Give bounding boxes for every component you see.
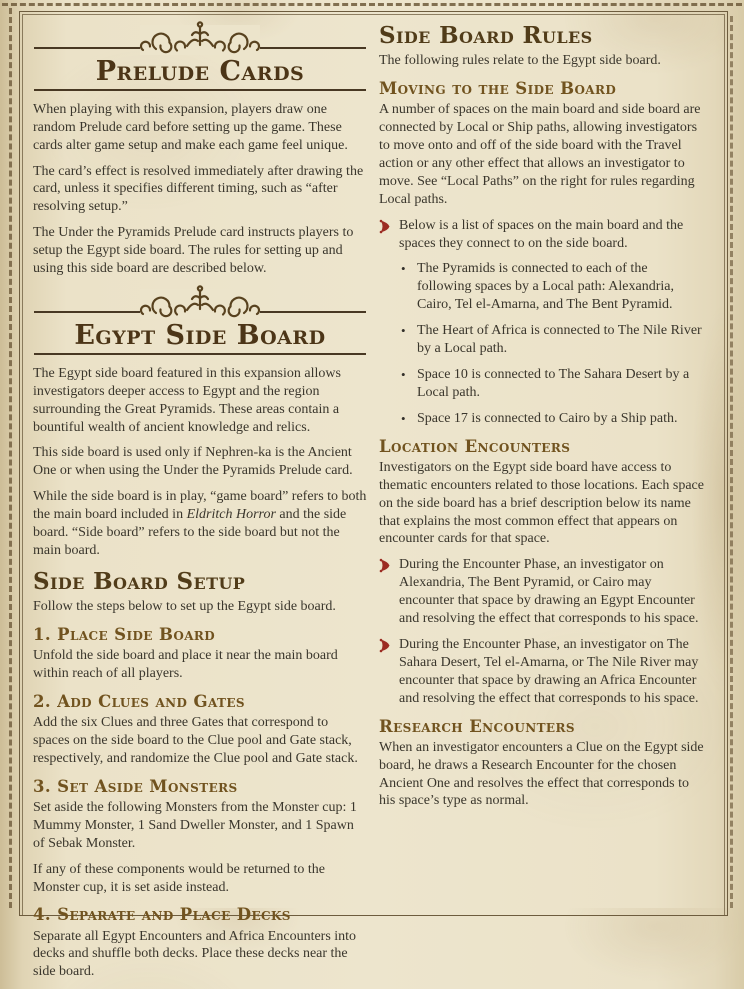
- arrow-list-item: [379, 217, 705, 253]
- research-paragraph: When an investigator encounters a Clue on the Egypt side board, he draws a Research Encounter for the chosen Ancient One and resolves the effect that corresponds to his space’s type as normal.: [379, 739, 704, 809]
- title-rule: [34, 353, 366, 355]
- rules-intro: The following rules relate to the Egypt side board.: [379, 53, 661, 69]
- research-encounters-heading: Research Encounters: [379, 716, 575, 736]
- game-title-italic: Eldritch Horror: [186, 507, 276, 523]
- scroll-flourish-icon: [100, 19, 300, 57]
- step-1-heading: 1. Place Side Board: [33, 624, 216, 644]
- stitched-border-left: [9, 8, 12, 908]
- step-3-heading: 3. Set Aside Monsters: [33, 776, 238, 796]
- step-2-heading: 2. Add Clues and Gates: [33, 691, 245, 711]
- right-column: [379, 24, 705, 818]
- egypt-side-board-title: Egypt Side Board: [74, 320, 326, 351]
- bullet-list-item: [379, 366, 705, 402]
- bullet-list-item: [379, 410, 705, 428]
- arrow-list-item: [379, 556, 705, 628]
- location-encounters-heading: Location Encounters: [379, 436, 571, 456]
- title-rule: [34, 89, 366, 91]
- step-3-paragraph: If any of these components would be returned to the Monster cup, it is set aside instead.: [33, 861, 325, 895]
- dot-bullet-icon: •: [401, 366, 406, 382]
- egypt-paragraph: The Egypt side board featured in this expansion allows investigators deeper access to Egypt and the region surrounding the Great Pyramids. These areas contain a bountiful wealth of ancient knowledge and relics.: [33, 365, 341, 435]
- step-4-paragraph: Separate all Egypt Encounters and Africa Encounters into decks and shuffle both decks. Place these decks near the side board.: [33, 928, 357, 980]
- step-1-paragraph: Unfold the side board and place it near the main board within reach of all players.: [33, 648, 338, 681]
- bullet-item-text: The Pyramids is connected to each of the following spaces by a Local path: Alexandria, Cairo, Tel el-Amarna, and The Bent Pyramid.: [417, 261, 674, 313]
- dot-bullet-icon: •: [401, 323, 406, 339]
- bullet-item-text: Space 17 is connected to Cairo by a Ship path.: [417, 410, 678, 426]
- stitched-border-top: [2, 3, 742, 6]
- step-2-paragraph: Add the six Clues and three Gates that correspond to spaces on the side board to the Clue pool and Gate stack, respectively, and randomize the Clue pool and Gate stack.: [33, 715, 358, 766]
- moving-heading: Moving to the Side Board: [379, 79, 617, 99]
- side-board-rules-heading: Side Board Rules: [379, 22, 593, 49]
- arrow-list-item: [379, 636, 705, 708]
- prelude-title: Prelude Cards: [95, 56, 305, 87]
- step-3-paragraph: Set aside the following Monsters from the Monster cup: 1 Mummy Monster, 1 Sand Dweller Monster, and 1 Spawn of Sebak Monster.: [33, 799, 357, 851]
- egypt-paragraph: [33, 488, 367, 560]
- dot-bullet-icon: •: [401, 410, 406, 426]
- bullet-list-item: [379, 260, 705, 314]
- bullet-item-text: The Heart of Africa is connected to The Nile River by a Local path.: [417, 323, 702, 357]
- prelude-ornament-block: [33, 24, 367, 57]
- egypt-paragraph-post: and the side board. “Side board” refers to the side board but not the main board.: [33, 507, 347, 558]
- arrow-item-text: Below is a list of spaces on the main board and the spaces they connect to on the side board.: [399, 217, 684, 251]
- egypt-paragraph: This side board is used only if Nephren-ka is the Ancient One or when using the Under the Pyramids Prelude card.: [33, 445, 353, 479]
- moving-paragraph: A number of spaces on the main board and side board are connected by Local or Ship paths, allowing investigators to move onto and off of the side board with the Travel action or any other effect that allows an investigator to move. See “Local Paths” on the right for rules regarding Local paths.: [379, 102, 701, 207]
- prelude-paragraph: The Under the Pyramids Prelude card instructs players to setup the Egypt side board. The rules for setting up and using this side board are described below.: [33, 225, 354, 277]
- curled-arrow-icon: [379, 636, 399, 708]
- egypt-paragraph-pre: While the side board is in play, “game board” refers to both the main board included in: [33, 489, 367, 523]
- curled-arrow-icon: [379, 556, 399, 628]
- location-paragraph: Investigators on the Egypt side board have access to thematic encounters related to those locations. Each space on the side board has a brief description below its name that explains the most common effect that appears on encounter cards for that space.: [379, 459, 704, 547]
- step-4-heading: 4. Separate and Place Decks: [33, 905, 291, 925]
- curled-arrow-icon: [379, 217, 399, 253]
- prelude-paragraph: When playing with this expansion, players draw one random Prelude card before setting up the game. These cards alter game setup and make each game feel unique.: [33, 101, 348, 153]
- prelude-paragraph: The card’s effect is resolved immediately after drawing the card, unless it specifies different timing, such as “after resolving setup.”: [33, 163, 364, 215]
- left-column: [33, 24, 367, 989]
- dot-bullet-icon: •: [401, 261, 406, 277]
- setup-intro: Follow the steps below to set up the Egypt side board.: [33, 599, 336, 615]
- bullet-item-text: Space 10 is connected to The Sahara Desert by a Local path.: [417, 366, 690, 400]
- egypt-ornament-block: [33, 288, 367, 321]
- arrow-item-text: During the Encounter Phase, an investigator on Alexandria, The Bent Pyramid, or Cairo may encounter that space by drawing an Egypt Encounter and resolving the effect that corresponds to his space.: [399, 557, 699, 627]
- side-board-setup-heading: Side Board Setup: [33, 567, 246, 595]
- stitched-border-right: [730, 16, 733, 908]
- bullet-list-item: [379, 322, 705, 358]
- arrow-item-text: During the Encounter Phase, an investigator on The Sahara Desert, Tel el-Amarna, or The Nile River may encounter that space by drawing an Africa Encounter and resolving the effect that corresponds to his space.: [399, 636, 699, 706]
- scroll-flourish-icon: [100, 283, 300, 321]
